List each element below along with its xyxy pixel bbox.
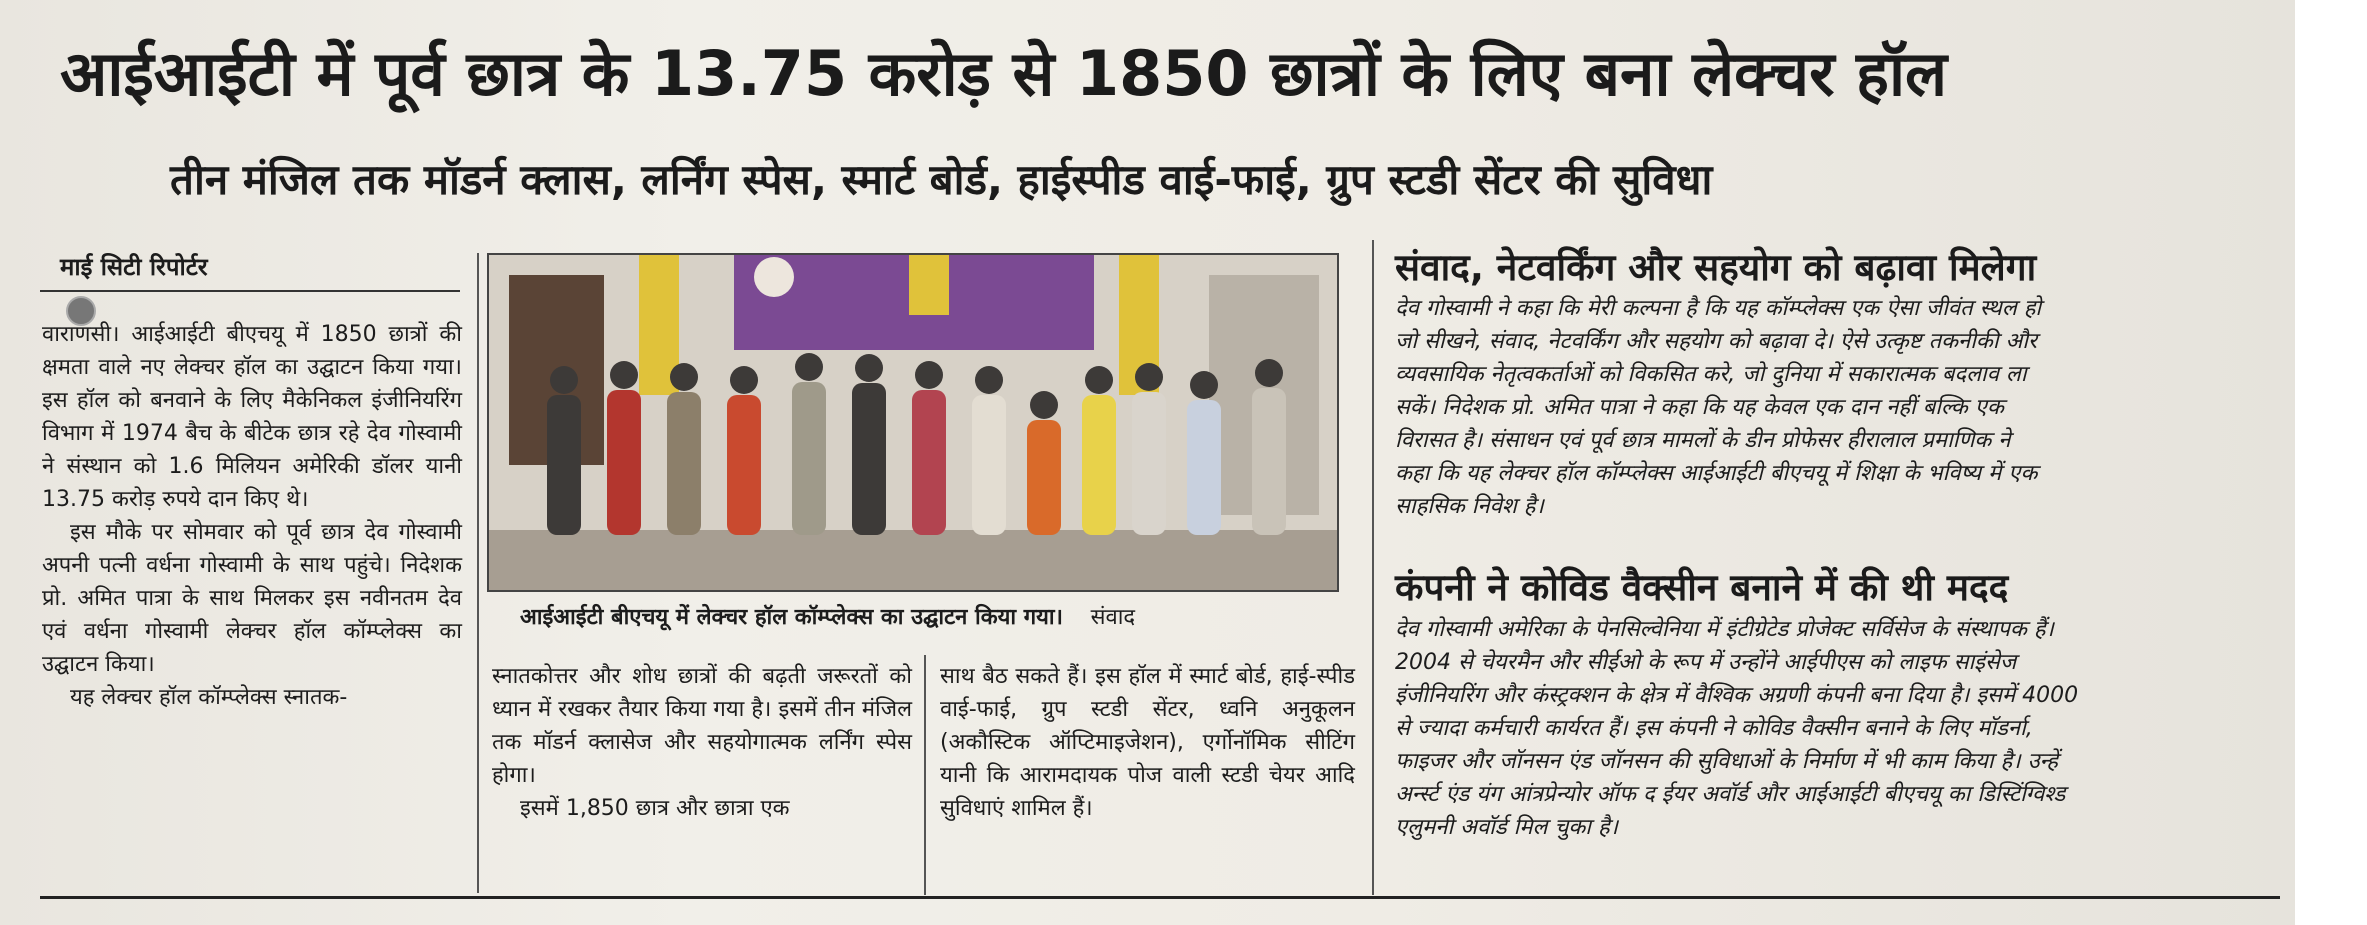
sidebar-line: एलुमनी अवॉर्ड मिल चुका है। (1395, 815, 1618, 840)
sidebar-line: कहा कि यह लेक्चर हॉल कॉम्प्लेक्स आईआईटी बीएचयू में शिक्षा के भविष्य में एक (1395, 461, 2038, 486)
sidebar-body-1 (1395, 292, 2255, 523)
event-photo (487, 253, 1339, 592)
article-column-2 (492, 660, 912, 825)
sidebar-line: से ज्यादा कर्मचारी कार्यरत हैं। इस कंपनी ने कोविड वैक्सीन बनाने के लिए मॉडर्ना, (1395, 716, 2033, 741)
column-divider (1372, 240, 1374, 895)
bottom-divider (40, 896, 2280, 899)
sidebar-heading-1: संवाद, नेटवर्किंग और सहयोग को बढ़ावा मिलेगा (1395, 246, 2037, 289)
paragraph: यह लेक्चर हॉल कॉम्प्लेक्स स्नातक- (70, 685, 348, 710)
caption-source: संवाद (1090, 605, 1136, 630)
paragraph: इसमें 1,850 छात्र और छात्रा एक (520, 796, 790, 821)
sidebar-line: अर्न्स्ट एंड यंग आंत्रप्रेन्योर ऑफ द ईयर अवॉर्ड और आईआईटी बीएचयू का डिस्टिंग्विश्ड (1395, 782, 2066, 807)
sidebar-body-2 (1395, 613, 2255, 844)
sidebar-line: देव गोस्वामी अमेरिका के पेनसिल्वेनिया में इंटीग्रेटेड प्रोजेक्ट सर्विसेज के संस्थापक हैं। (1395, 617, 2054, 642)
paragraph: इस मौके पर सोमवार को पूर्व छात्र देव गोस्वामी अपनी पत्नी वर्धना गोस्वामी के साथ पहुंचे। निदेशक प्रो. अमित पात्रा के साथ मिलकर इस नवीनतम देव एवं वर्धना गोस्वामी लेक्चर हॉल कॉम्प्लेक्स का उद्घाटन किया। (42, 520, 462, 677)
sidebar-line: सकें। निदेशक प्रो. अमित पात्रा ने कहा कि यह केवल एक दान नहीं बल्कि एक (1395, 395, 2004, 420)
paragraph: साथ बैठ सकते हैं। इस हॉल में स्मार्ट बोर्ड, हाई-स्पीड वाई-फाई, ग्रुप स्टडी सेंटर, ध्वनि अनुकूलन (अकौस्टिक ऑप्टिमाइजेशन), एर्गोनॉमिक सीटिंग यानी कि आरामदायक पोज वाली स्टडी चेयर आदि सुविधाएं शामिल हैं। (940, 664, 1355, 821)
column-divider (924, 655, 926, 895)
sidebar-line: 2004 से चेयरमैन और सीईओ के रूप में उन्होंने आईपीएस को लाइफ साइंसेज (1395, 650, 2017, 675)
sidebar-line: साहसिक निवेश है। (1395, 494, 1544, 519)
sidebar-line: इंजीनियरिंग और कंस्ट्रक्शन के क्षेत्र में वैश्विक अग्रणी कंपनी बना दिया है। इसमें 4000 (1395, 683, 2079, 708)
sidebar-heading-2: कंपनी ने कोविड वैक्सीन बनाने में की थी मदद (1395, 566, 2009, 609)
sidebar-line: देव गोस्वामी ने कहा कि मेरी कल्पना है कि यह कॉम्प्लेक्स एक ऐसा जीवंत स्थल हो (1395, 296, 2042, 321)
sidebar-line: विरासत है। संसाधन एवं पूर्व छात्र मामलों के डीन प्रोफेसर हीरालाल प्रमाणिक ने (1395, 428, 2011, 453)
article-column-1 (42, 318, 462, 714)
paragraph: वाराणसी। आईआईटी बीएचयू में 1850 छात्रों की क्षमता वाले नए लेक्चर हॉल का उद्घाटन किया गया। इस हॉल को बनवाने के लिए मैकेनिकल इंजीनियरिंग विभाग में 1974 बैच के बीटेक छात्र रहे देव गोस्वामी ने संस्थान को 1.6 मिलियन अमेरिकी डॉलर यानी 13.75 करोड़ रुपये दान किए थे। (42, 322, 462, 512)
group-photo-illustration (489, 255, 1337, 590)
byline: माई सिटी रिपोर्टर (60, 253, 208, 281)
sidebar-line: व्यवसायिक नेतृत्वकर्ताओं को विकसित करे, जो दुनिया में सकारात्मक बदलाव ला (1395, 362, 2027, 387)
sidebar-line: जो सीखने, संवाद, नेटवर्किंग और सहयोग को बढ़ावा दे। ऐसे उत्कृष्ट तकनीकी और (1395, 329, 2038, 354)
caption-text: आईआईटी बीएचयू में लेक्चर हॉल कॉम्प्लेक्स का उद्घाटन किया गया। (520, 605, 1063, 630)
paragraph: स्नातकोत्तर और शोध छात्रों की बढ़ती जरूरतों को ध्यान में रखकर तैयार किया गया है। इसमें तीन मंजिल तक मॉडर्न क्लासेज और सहयोगात्मक लर्निंग स्पेस होगा। (492, 664, 912, 788)
headline: आईआईटी में पूर्व छात्र के 13.75 करोड़ से 1850 छात्रों के लिए बना लेक्चर हॉल (60, 37, 1948, 110)
photo-caption (520, 601, 1135, 631)
subheadline: तीन मंजिल तक मॉडर्न क्लास, लर्निंग स्पेस, स्मार्ट बोर्ड, हाईस्पीड वाई-फाई, ग्रुप स्टडी सेंटर की सुविधा (170, 155, 1713, 204)
sidebar-line: फाइजर और जॉनसन एंड जॉनसन की सुविधाओं के निर्माण में भी काम किया है। उन्हें (1395, 749, 2058, 774)
column-divider (477, 253, 479, 893)
article-column-3 (940, 660, 1355, 825)
byline-divider (40, 290, 460, 292)
